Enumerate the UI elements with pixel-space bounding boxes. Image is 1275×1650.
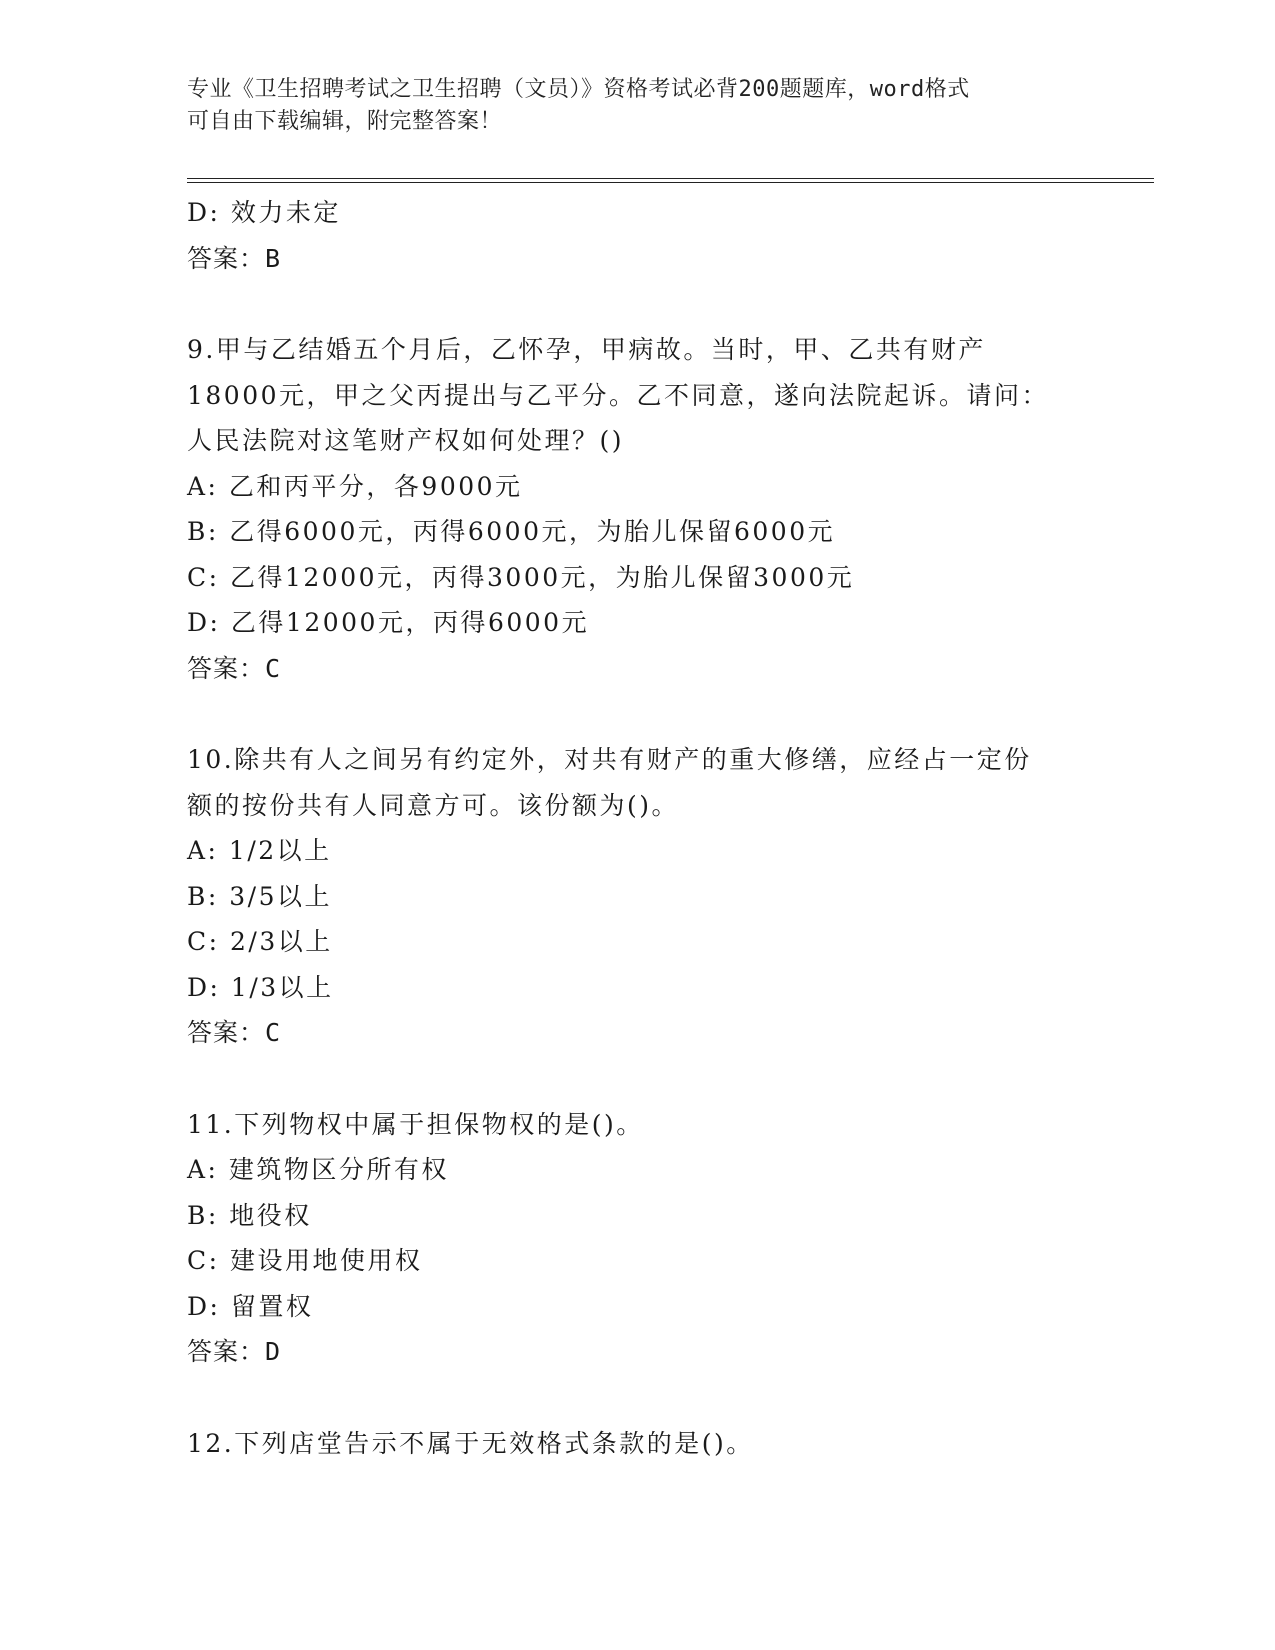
question-text-line: 额的按份共有人同意方可。该份额为()。 <box>187 790 680 820</box>
question-text-line: 10.除共有人之间另有约定外，对共有财产的重大修缮，应经占一定份 <box>187 745 1032 774</box>
question-11 <box>187 1102 1087 1375</box>
spacer <box>187 281 1087 327</box>
option-c: C: 2/3以上 <box>187 927 333 956</box>
question-list <box>187 190 1087 1466</box>
option-c: C: 建设用地使用权 <box>187 1246 423 1275</box>
question-text-line: 人民法院对这笔财产权如何处理？() <box>187 426 625 455</box>
option-d: D: 效力未定 <box>187 198 341 227</box>
question-text-line: 9.甲与乙结婚五个月后，乙怀孕，甲病故。当时，甲、乙共有财产 <box>187 335 986 364</box>
option-d: D: 留置权 <box>187 1291 314 1321</box>
option-d: D: 1/3以上 <box>187 972 334 1002</box>
spacer <box>187 691 1087 737</box>
question-text-line: 18000元，甲之父丙提出与乙平分。乙不同意，遂向法院起诉。请问： <box>187 380 1050 410</box>
option-a: A: 1/2以上 <box>187 836 332 865</box>
header-title-line-2: 可自由下载编辑，附完整答案！ <box>187 109 503 134</box>
question-9 <box>187 327 1087 691</box>
header-divider-top <box>187 178 1154 179</box>
option-b: B: 乙得6000元，丙得6000元，为胎儿保留6000元 <box>187 517 836 546</box>
option-b: B: 地役权 <box>187 1200 312 1230</box>
page-header <box>187 74 1077 138</box>
option-c: C: 乙得12000元，丙得3000元，为胎儿保留3000元 <box>187 562 855 592</box>
question-text-line: 11.下列物权中属于担保物权的是()。 <box>187 1109 644 1139</box>
option-a: A: 建筑物区分所有权 <box>187 1155 449 1184</box>
answer-line: 答案：C <box>187 1018 282 1047</box>
spacer <box>187 1056 1087 1102</box>
answer-line: 答案：B <box>187 243 282 273</box>
option-d: D: 乙得12000元，丙得6000元 <box>187 608 590 637</box>
header-divider-bottom <box>187 182 1154 183</box>
question-8-tail <box>187 190 1087 281</box>
header-title-line-1: 专业《卫生招聘考试之卫生招聘（文员）》资格考试必背200题题库，word格式 <box>187 77 970 102</box>
question-10 <box>187 737 1087 1056</box>
question-text-line: 12.下列店堂告示不属于无效格式条款的是()。 <box>187 1428 754 1458</box>
answer-line: 答案：C <box>187 653 282 683</box>
question-12 <box>187 1421 1087 1467</box>
answer-line: 答案：D <box>187 1337 282 1366</box>
option-a: A: 乙和丙平分，各9000元 <box>187 471 523 501</box>
spacer <box>187 1375 1087 1421</box>
option-b: B: 3/5以上 <box>187 881 332 911</box>
